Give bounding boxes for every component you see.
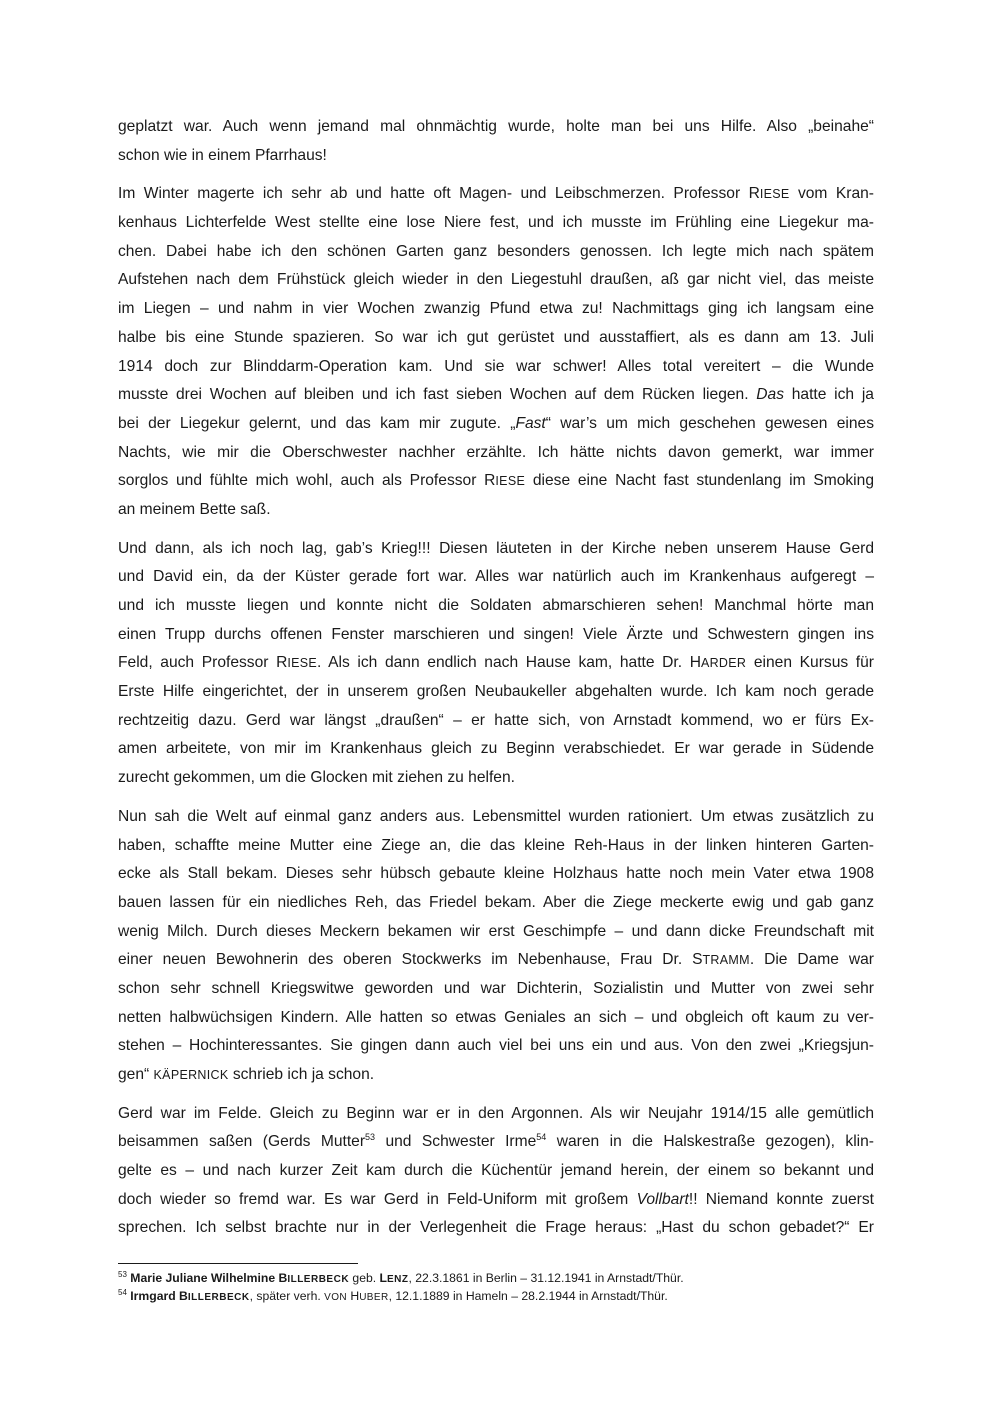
text-line xyxy=(118,1004,874,1033)
emphasis: Vollbart xyxy=(636,1190,689,1208)
text-run: amen arbeitete, von mir im Krankenhaus gleich zu Beginn verabschiedet. Er war gerade in Südende xyxy=(118,740,874,758)
text-run: Feld, auch Professor R xyxy=(118,654,288,672)
text-run: netten halbwüchsigen Kindern. Alle hatten so etwas Geniales an sich – und obgleich oft kaum zu ver- xyxy=(118,1008,874,1026)
footnote-text-sc: UBER xyxy=(359,1292,389,1303)
paragraph-gap xyxy=(118,525,874,535)
paragraph xyxy=(118,803,874,1090)
text-line xyxy=(118,324,874,353)
text-run: Erste Hilfe eingerichtet, der in unserem großen Neubaukeller abgehalten wurde. Ich kam noch gerade xyxy=(118,683,874,701)
text-line xyxy=(118,1186,874,1215)
text-line xyxy=(118,592,874,621)
text-line xyxy=(118,832,874,861)
text-line xyxy=(118,649,874,678)
text-line xyxy=(118,563,874,592)
footnote-53 xyxy=(118,1270,878,1288)
text-run: kenhaus Lichterfelde West stellte eine lose Niere fest, und ich musste im Frühling eine Liegekur ma- xyxy=(118,214,874,232)
text-run: . Als ich dann endlich nach Hause kam, hatte Dr. H xyxy=(317,654,701,672)
small-caps-name: IESE xyxy=(495,474,526,489)
text-run: einer neuen Bewohnerin des oberen Stockwerks im Nebenhause, Frau Dr. S xyxy=(118,951,703,969)
text-line xyxy=(118,381,874,410)
text-run: vom Kran- xyxy=(789,185,874,203)
text-run: im Liegen – und nahm in vier Wochen zwanzig Pfund etwa zu! Nachmittags ging ich langsam eine xyxy=(118,300,874,318)
text-run: ecke als Stall bekam. Dieses sehr hübsch gebaute kleine Holzhaus hatte noch mein Vater etwa 1908 xyxy=(118,865,874,883)
text-run: geplatzt war. Auch wenn jemand mal ohnmächtig wurde, holte man bei uns Hilfe. Also „beinahe“ xyxy=(118,118,874,135)
footnote-54 xyxy=(118,1288,878,1306)
footnote-person-name-sc: ILLERBECK xyxy=(287,1274,350,1285)
footnote-text: geb. xyxy=(349,1271,380,1285)
text-run: stehen – Hochinteressantes. Sie gingen dann auch viel bei uns ein und aus. Von den zwei „Kriegsjun- xyxy=(118,1037,874,1055)
text-line xyxy=(118,678,874,707)
footnote-text-sc: VON xyxy=(324,1292,347,1303)
text-line xyxy=(118,975,874,1004)
text-line xyxy=(118,467,874,496)
text-line xyxy=(118,946,874,975)
text-line xyxy=(118,735,874,764)
text-run: und David ein, da der Küster gerade fort war. Alles war natürlich auch im Krankenhaus aufgeregt – xyxy=(118,568,874,586)
footnote-reference: 53 xyxy=(365,1132,376,1143)
text-run: halbe bis eine Stunde spazieren. So war ich gut gerüstet und ausstaffiert, als es dann am 13. Juli xyxy=(118,328,874,346)
text-line xyxy=(118,266,874,295)
footnote-separator xyxy=(118,1263,358,1264)
text-run: doch wieder so fremd war. Es war Gerd in Feld-Uniform mit großem xyxy=(118,1190,637,1208)
text-run: hatte ich ja xyxy=(784,386,874,404)
text-line xyxy=(118,295,874,324)
text-line xyxy=(118,113,874,142)
text-run: Und dann, als ich noch lag, gab’s Krieg!!! Diesen läuteten in der Kirche neben unserem Hause Gerd xyxy=(118,539,874,557)
text-line xyxy=(118,496,874,525)
text-run: wenig Milch. Durch dieses Meckern bekamen wir erst Geschimpfe – und dann dicke Freundschaft mit xyxy=(118,922,874,940)
text-line xyxy=(118,1032,874,1061)
text-line xyxy=(118,1214,874,1243)
text-line xyxy=(118,803,874,832)
text-line xyxy=(118,918,874,947)
text-line xyxy=(118,764,874,793)
text-run: bei der Liegekur gelernt, und das kam mir zugute. „ xyxy=(118,414,516,432)
text-run: diese eine Nacht fast stundenlang im Smoking xyxy=(525,472,874,490)
footnote-number: 53 xyxy=(118,1269,127,1279)
paragraph-gap xyxy=(118,793,874,803)
text-run: “ war’s um mich geschehen gewesen eines xyxy=(545,414,874,432)
text-run: beisammen saßen (Gerds Mutter xyxy=(118,1133,366,1151)
paragraph xyxy=(118,180,874,524)
small-caps-name: KÄPERNICK xyxy=(153,1068,229,1082)
footnote-text: H xyxy=(347,1289,360,1303)
small-caps-name: IESE xyxy=(287,656,318,671)
text-run: haben, schaffte meine Mutter eine Ziege an, die das kleine Reh-Haus in der linken hinteren Garten- xyxy=(118,836,874,854)
text-line xyxy=(118,535,874,564)
footnote-person-name-sc: ILLERBECK xyxy=(187,1292,250,1303)
footnote-birth-name: L xyxy=(379,1271,387,1285)
emphasis: Das xyxy=(756,386,785,404)
text-line xyxy=(118,1100,874,1129)
text-line xyxy=(118,860,874,889)
footnote-reference: 54 xyxy=(536,1132,547,1143)
text-run: gen“ xyxy=(118,1066,154,1083)
text-run: schon sehr schnell Kriegswitwe geworden und war Dichterin, Sozialistin und Mutter von zwei sehr xyxy=(118,979,874,997)
text-run: Gerd war im Felde. Gleich zu Beginn war er in den Argonnen. Als wir Neujahr 1914/15 alle gemütlich xyxy=(118,1104,874,1122)
text-run: Nachts, wie mir die Oberschwester nachher erzählte. Ich hätte nichts davon gemerkt, war immer xyxy=(118,443,874,461)
text-run: rechtzeitig dazu. Gerd war längst „draußen“ – er hatte sich, von Arnstadt kommend, wo er fürs Ex- xyxy=(118,711,874,729)
text-run: musste drei Wochen auf bleiben und ich fast sieben Wochen auf dem Rücken liegen. xyxy=(118,386,757,404)
footnote-text: , später verh. xyxy=(249,1289,325,1303)
text-run: und ich musste liegen und konnte nicht die Soldaten abmarschieren sehen! Manchmal hörte man xyxy=(118,597,874,614)
paragraph xyxy=(118,1100,874,1243)
small-caps-name: ARDER xyxy=(700,656,747,671)
text-run: schon wie in einem Pfarrhaus! xyxy=(118,146,327,164)
text-run: . Die Dame war xyxy=(749,951,875,969)
text-line xyxy=(118,1128,874,1157)
text-run: bauen lassen für ein niedliches Reh, das Friedel bekam. Aber die Ziege meckerte ewig und gab ganz xyxy=(118,893,874,911)
footnotes xyxy=(118,1270,878,1306)
text-line xyxy=(118,707,874,736)
paragraph xyxy=(118,535,874,793)
text-line xyxy=(118,889,874,918)
text-run: !! Niemand konnte zuerst xyxy=(688,1190,874,1208)
text-run: und Schwester Irme xyxy=(375,1133,537,1151)
text-line xyxy=(118,410,874,439)
text-line xyxy=(118,238,874,267)
text-run: zurecht gekommen, um die Glocken mit ziehen zu helfen. xyxy=(118,769,515,787)
text-run: einen Kursus für xyxy=(746,654,874,672)
text-line xyxy=(118,439,874,468)
paragraph-gap xyxy=(118,170,874,180)
paragraph xyxy=(118,113,874,170)
text-line xyxy=(118,353,874,382)
text-run: Aufstehen nach dem Frühstück gleich wieder in den Liegestuhl draußen, aß gar nicht viel, das meiste xyxy=(118,271,874,289)
text-run: an meinem Bette saß. xyxy=(118,500,271,518)
paragraph-gap xyxy=(118,1090,874,1100)
text-run: einen Trupp durchs offenen Fenster marschieren und singen! Viele Ärzte und Schwestern gingen ins xyxy=(118,625,874,643)
footnote-person-name: Irmgard B xyxy=(130,1289,188,1303)
text-run: gelte es – und nach kurzer Zeit kam durch die Küchentür jemand herein, der einem so bekannt und xyxy=(118,1162,874,1180)
text-line xyxy=(118,1061,874,1090)
small-caps-name: TRAMM xyxy=(702,953,750,968)
footnote-text: , 12.1.1889 in Hameln – 28.2.1944 in Arnstadt/Thür. xyxy=(388,1289,668,1303)
text-line xyxy=(118,1157,874,1186)
text-run: 1914 doch zur Blinddarm-Operation kam. Und sie war schwer! Alles total vereitert – die Wunde xyxy=(118,357,874,375)
text-run: chen. Dabei habe ich den schönen Garten ganz besonders genossen. Ich legte mich nach spätem xyxy=(118,242,874,260)
text-run: waren in die Halskestraße gezogen), klin- xyxy=(546,1133,874,1151)
text-run: sorglos und fühlte mich wohl, auch als Professor R xyxy=(118,472,496,490)
text-line xyxy=(118,180,874,209)
footnote-birth-name-sc: ENZ xyxy=(387,1274,409,1285)
footnote-number: 54 xyxy=(118,1287,127,1297)
text-run: Im Winter magerte ich sehr ab und hatte oft Magen- und Leibschmerzen. Professor R xyxy=(118,185,760,203)
body-text xyxy=(118,113,874,1243)
text-run: schrieb ich ja schon. xyxy=(228,1066,375,1083)
text-line xyxy=(118,142,874,171)
small-caps-name: IESE xyxy=(759,187,790,202)
footnote-person-name: Marie Juliane Wilhelmine B xyxy=(130,1271,288,1285)
emphasis: Fast xyxy=(515,414,546,432)
text-line xyxy=(118,209,874,238)
text-run: Nun sah die Welt auf einmal ganz anders aus. Lebensmittel wurden rationiert. Um etwas zusätzlich zu xyxy=(118,807,874,825)
text-line xyxy=(118,621,874,650)
footnote-text: , 22.3.1861 in Berlin – 31.12.1941 in Arnstadt/Thür. xyxy=(408,1271,684,1285)
text-run: sprechen. Ich selbst brachte nur in der Verlegenheit die Frage heraus: „Hast du schon gebadet?“ Er xyxy=(118,1219,874,1237)
